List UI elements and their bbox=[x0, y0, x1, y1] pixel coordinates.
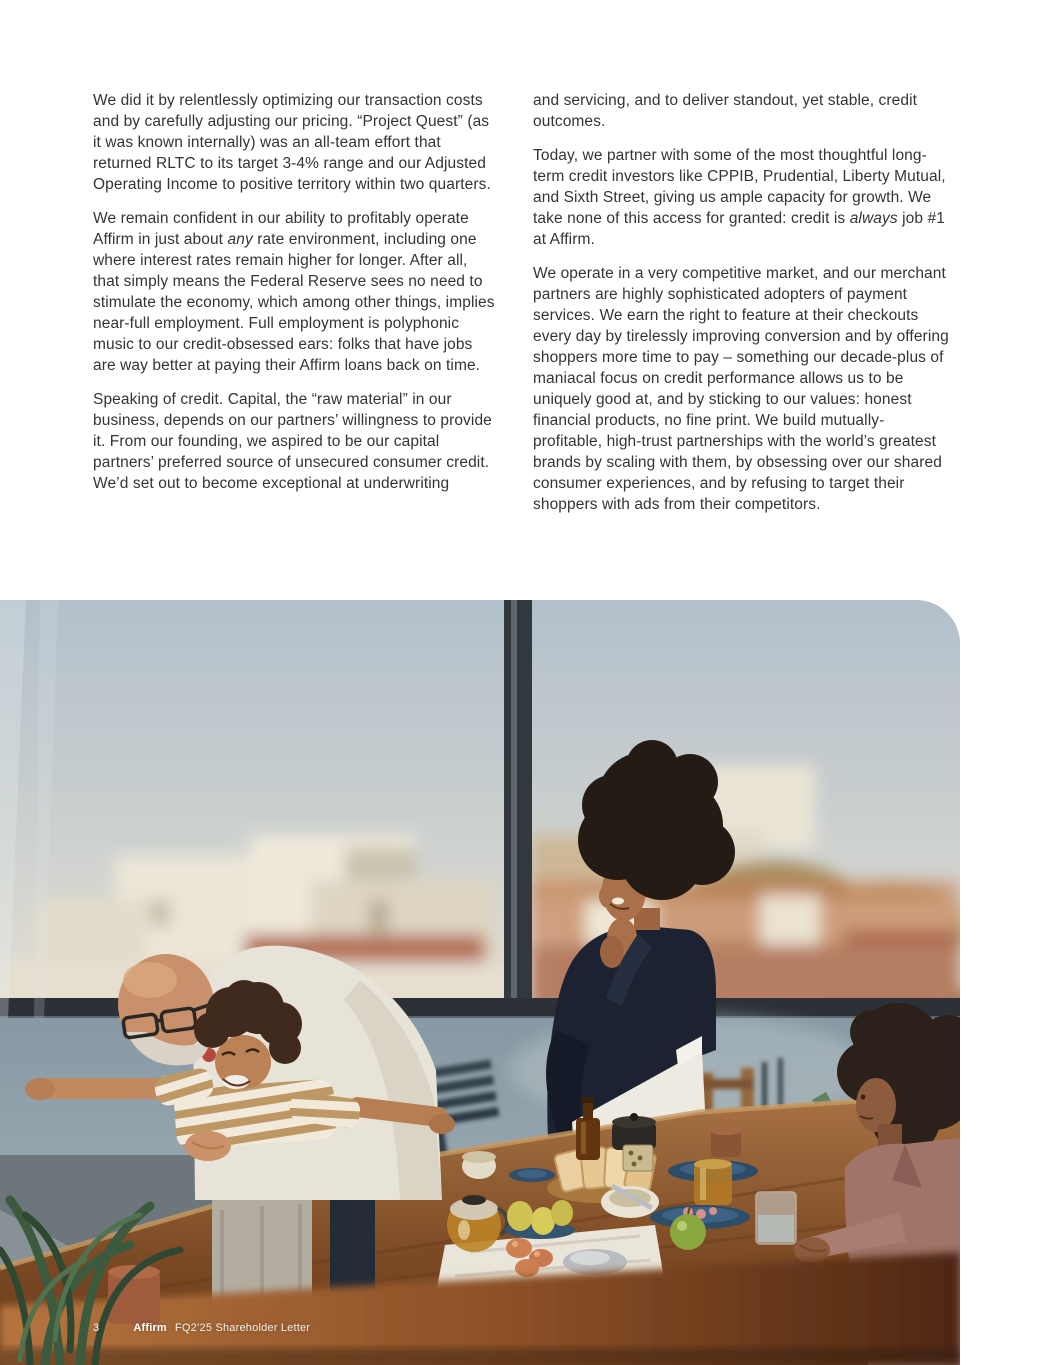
letter-body bbox=[93, 90, 949, 515]
page-footer bbox=[93, 1322, 310, 1334]
brand-name: Affirm bbox=[133, 1322, 167, 1334]
paragraph: We remain confident in our ability to profitably operate Affirm in just about any rate environment, including one where interest rates remain higher for longer. After all, that simply means the Federal Reserve sees no need to stimulate the economy, which among other things, implies near-full employment. Full employment is polyphonic music to our credit-obsessed ears: folks that have jobs are way better at paying their Affirm loans back on time. bbox=[93, 210, 495, 374]
paragraph: We did it by relentlessly optimizing our transaction costs and by carefully adjusting our pricing. “Project Quest” (as it was known internally) was an all-team effort that returned RLTC to its target 3-4% range and our Adjusted Operating Income to positive territory within two quarters. bbox=[93, 92, 491, 193]
paragraph: and servicing, and to deliver standout, yet stable, credit outcomes. bbox=[533, 92, 918, 130]
paragraph: Today, we partner with some of the most thoughtful long-term credit investors like CPPIB, Prudential, Liberty Mutual, and Sixth Street, giving us ample capacity for growth. We take none of this access for granted: credit is always job #1 at Affirm. bbox=[533, 147, 946, 248]
page-number: 3 bbox=[93, 1322, 100, 1334]
paragraph: We operate in a very competitive market, and our merchant partners are highly sophisticated adopters of payment services. We earn the right to feature at their checkouts every day by tirelessly improving conversion and by offering shoppers more time to pay – something our decade-plus of maniacal focus on credit performance allows us to be uniquely good at, and by sticking to our values: honest financial products, no fine print. We build mutually-profitable, high-trust partnerships with the world’s greatest brands by scaling with them, by obsessing over our shared consumer experiences, and by refusing to target their shoppers with ads from their competitors. bbox=[533, 265, 949, 513]
text-column-right bbox=[533, 90, 949, 515]
text-column-left bbox=[93, 90, 495, 515]
paragraph: Speaking of credit. Capital, the “raw material” in our business, depends on our partners’ willingness to provide it. From our founding, we aspired to be our capital partners’ preferred source of unsecured consumer credit. We’d set out to become exceptional at underwriting bbox=[93, 391, 492, 492]
photo-illustration bbox=[0, 600, 960, 1365]
document-title: FQ2’25 Shareholder Letter bbox=[174, 1322, 311, 1334]
family-breakfast-photo bbox=[0, 600, 960, 1365]
